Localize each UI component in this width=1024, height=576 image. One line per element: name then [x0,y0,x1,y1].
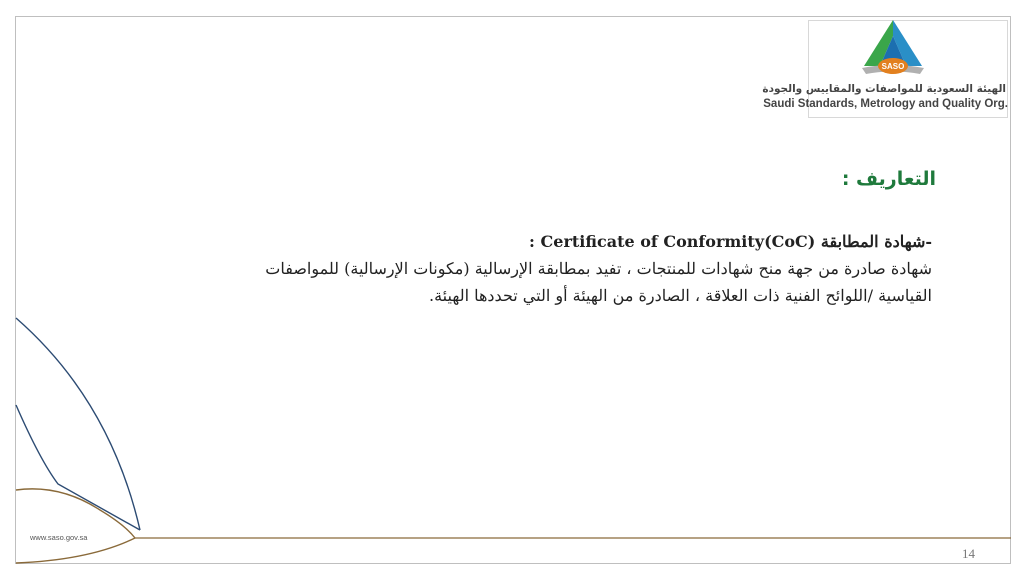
definition-line: شهادة صادرة من جهة منح شهادات للمنتجات ، تفيد بمطابقة الإرسالية (مكونات الإرسالية) للمواصفات [265,259,932,278]
page-number: 14 [962,546,975,561]
term-title: -شهادة المطابقة (Certificate of Conformity(CoC : [529,232,932,251]
website-link[interactable]: www.saso.gov.sa [30,533,88,542]
organization-name-english: Saudi Standards, Metrology and Quality Org. [763,98,1008,110]
organization-name-arabic: الهيئة السعودية للمواصفات والمقاييس والجودة [762,83,1006,95]
slide-heading: التعاريف : [841,168,936,190]
definition-line: القياسية /اللوائح الفنية ذات العلاقة ، الصادرة من الهيئة أو التي تحددها الهيئة. [429,286,932,305]
logo-badge-text: SASO [881,62,905,71]
brown-arc-upper [16,489,135,538]
